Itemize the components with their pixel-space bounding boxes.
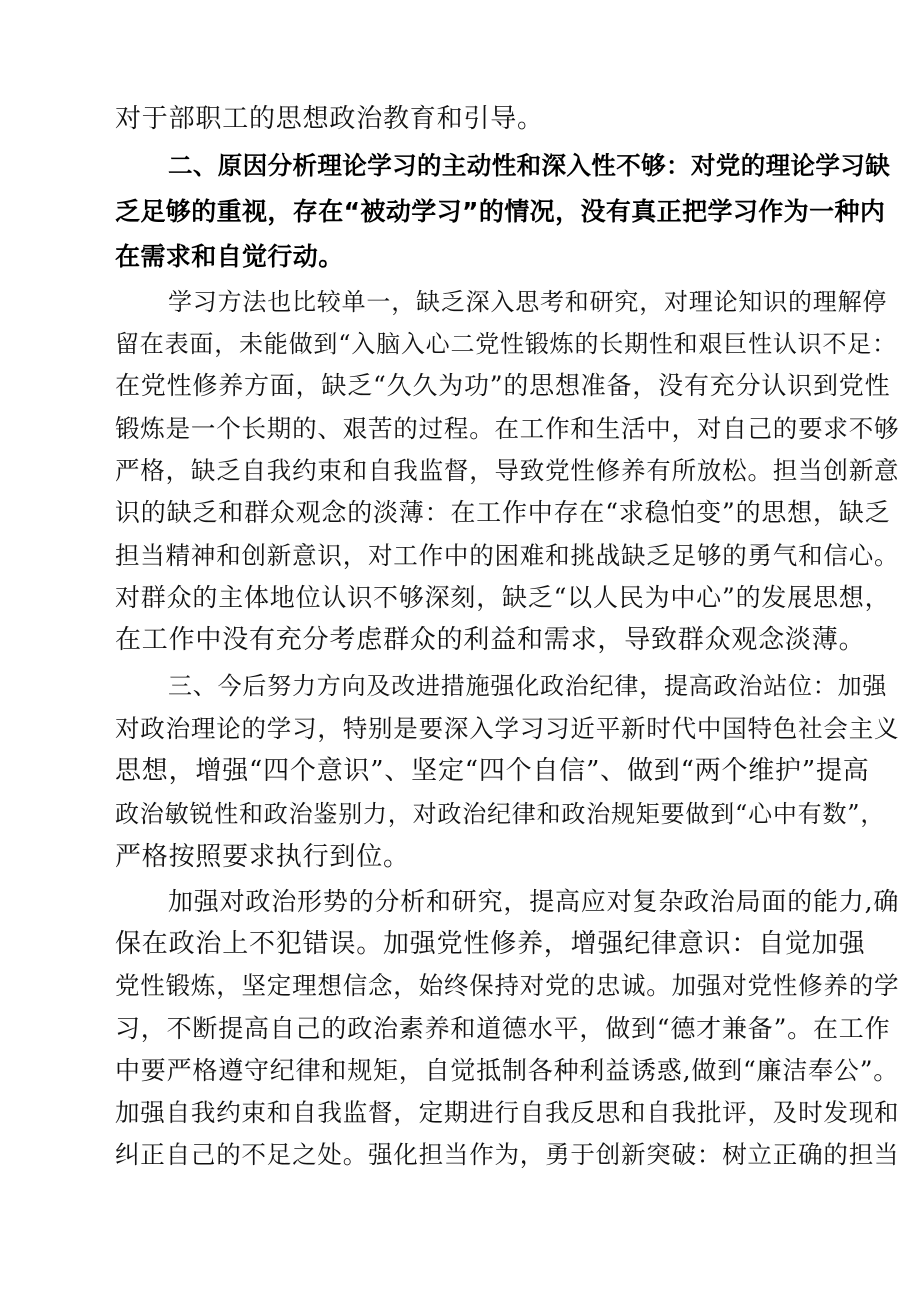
text-line: 对群众的主体地位认识不够深刻，缺乏“以人民为中心”的发展思想， [115, 583, 891, 612]
text-line: 三、今后努力方向及改进措施强化政治纪律，提高政治站位：加强 [168, 672, 888, 700]
text-line: 留在表面，未能做到“入脑入心二党性锻炼的长期性和艰巨性认识不足： [115, 330, 897, 358]
section-heading-2-line: 二、原因分析理论学习的主动性和深入性不够：对党的理论学习缺 [168, 151, 891, 180]
text-line: 在党性修养方面，缺乏“久久为功”的思想准备，没有充分认识到党性 [115, 371, 891, 400]
text-line: 对政治理论的学习，特别是要深入学习习近平新时代中国特色社会主义 [115, 714, 900, 743]
text-line: 识的缺乏和群众观念的淡薄：在工作中存在“求稳怕变”的思想，缺乏 [115, 498, 891, 527]
section-heading-2-line: 在需求和自觉行动。 [115, 242, 344, 271]
text-line: 对于部职工的思想政治教育和引导。 [115, 104, 544, 134]
text-line: 中要严格遵守纪律和规矩，自觉抵制各种利益诱惑,做到“廉洁奉公”。 [115, 1056, 900, 1085]
text-line: 政治敏锐性和政治鉴别力，对政治纪律和政治规矩要做到“心中有数”， [115, 800, 886, 828]
text-line: 习，不断提高自己的政治素养和道德水平，做到“德才兼备”。在工作 [115, 1014, 891, 1043]
text-line: 学习方法也比较单一，缺乏深入思考和研究，对理论知识的理解停 [168, 288, 888, 316]
text-line: 思想，增强“四个意识”、坚定“四个自信”、做到“两个维护”提高 [115, 756, 870, 786]
text-line: 纠正自己的不足之处。强化担当作为，勇于创新突破：树立正确的担当 [115, 1140, 900, 1169]
text-line: 加强对政治形势的分析和研究，提高应对复杂政治局面的能力,确 [168, 887, 900, 916]
text-line: 锻炼是一个长期的、艰苦的过程。在工作和生活中，对自己的要求不够 [115, 414, 900, 443]
section-heading-2-line: 乏足够的重视，存在“被动学习”的情况，没有真正把学习作为一种内 [115, 197, 886, 226]
text-line: 加强自我约束和自我监督，定期进行自我反思和自我批评，及时发现和 [115, 1098, 900, 1127]
text-line: 严格，缺乏自我约束和自我监督，导致党性修养有所放松。担当创新意 [115, 456, 900, 485]
text-line: 严格按照要求执行到位。 [115, 842, 410, 872]
text-line: 担当精神和创新意识，对工作中的困难和挑战缺乏足够的勇气和信心。 [115, 541, 900, 570]
text-line: 在工作中没有充分考虑群众的利益和需求，导致群众观念淡薄。 [115, 625, 866, 655]
text-line: 党性锻炼，坚定理想信念，始终保持对党的忠诚。加强对党性修养的学 [115, 971, 900, 1000]
text-line: 保在政治上不犯错误。加强党性修养，增强纪律意识：自觉加强 [115, 929, 866, 959]
